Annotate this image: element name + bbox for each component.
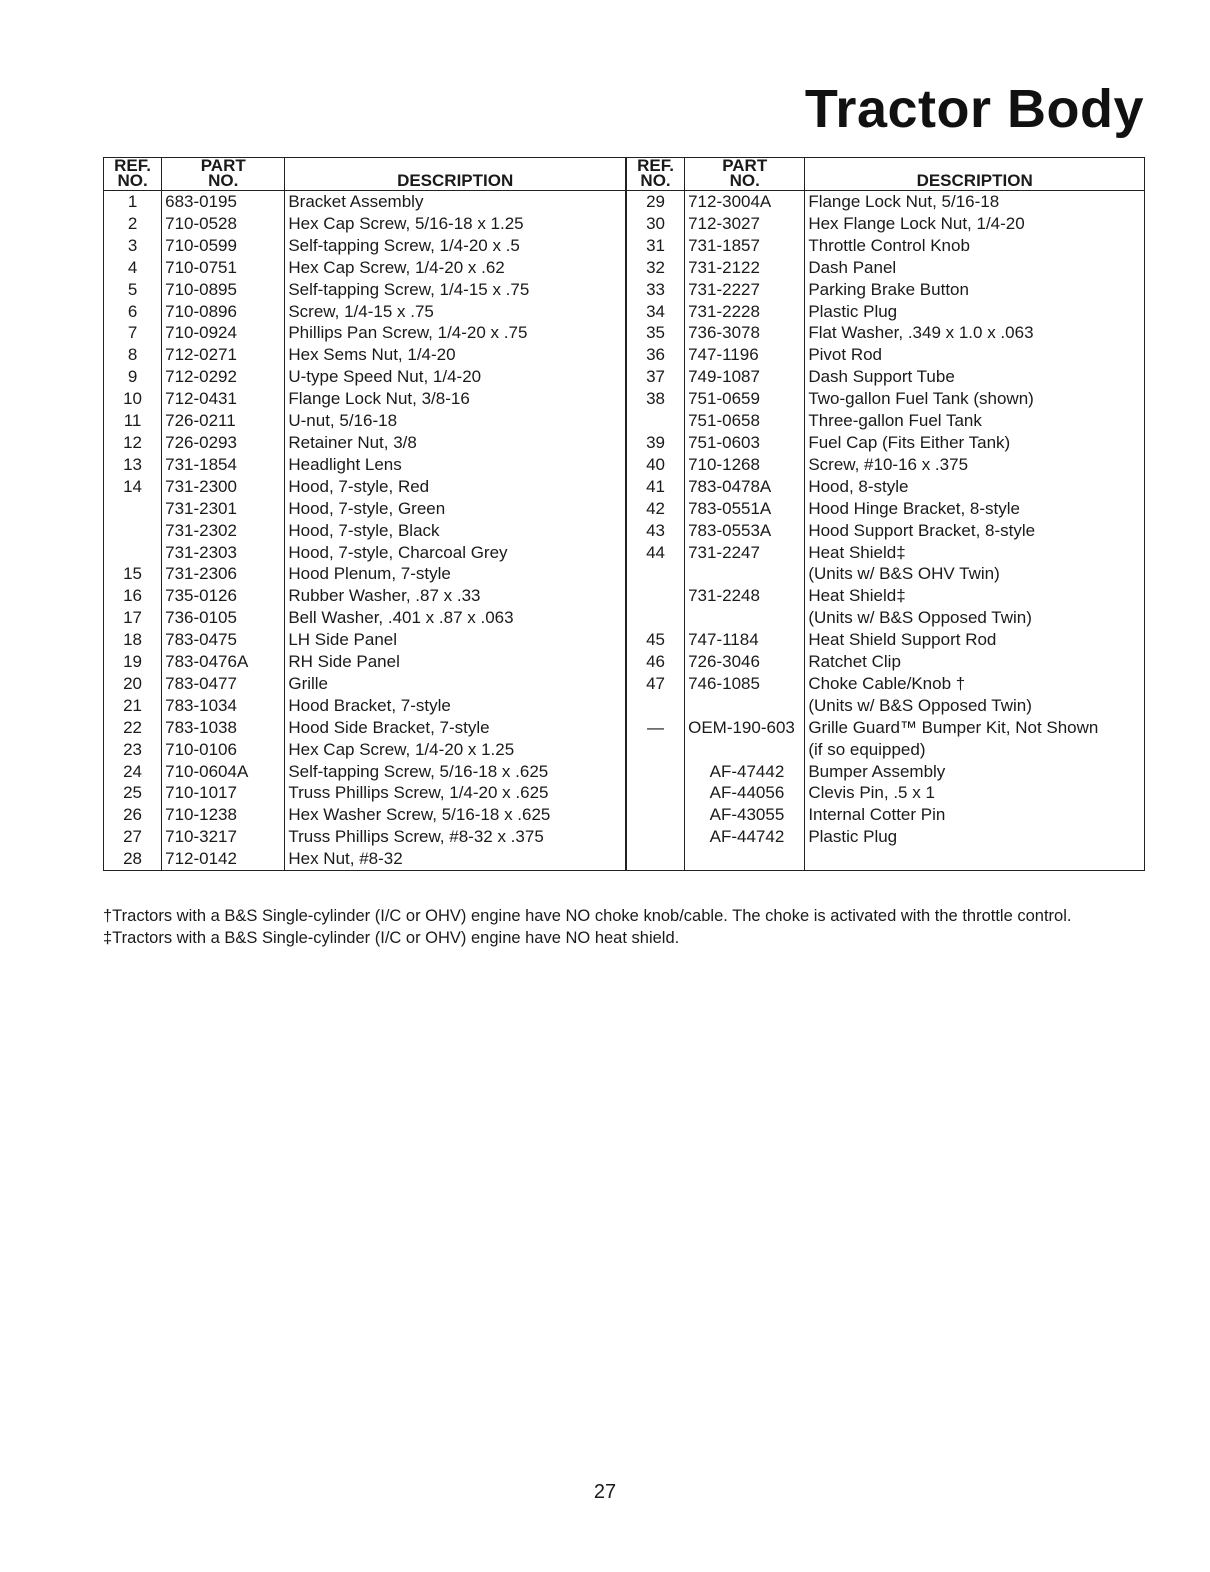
left-part-no-cell: 710-0751 — [162, 257, 285, 279]
right-description-cell: Pivot Rod — [808, 345, 883, 365]
table-header — [104, 158, 1145, 191]
table-row — [104, 695, 1145, 717]
left-description-cell: U-nut, 5/16-18 — [285, 410, 626, 432]
right-ref-no-cell — [626, 563, 685, 585]
header-part-no-right — [685, 158, 805, 191]
left-ref-no-cell: 10 — [104, 388, 162, 410]
right-part-no-cell: 783-0551A — [685, 498, 805, 520]
left-part-no-cell: 710-0896 — [162, 301, 285, 323]
page-title: Tractor Body — [804, 79, 1144, 139]
left-ref-no-cell: 8 — [104, 344, 162, 366]
right-ref-no-cell — [626, 804, 685, 826]
left-description-cell: Hex Cap Screw, 5/16-18 x 1.25 — [285, 213, 626, 235]
left-part-no-cell: 731-2303 — [162, 542, 285, 564]
left-part-no-cell: 683-0195 — [162, 191, 285, 213]
left-ref-no-cell — [104, 520, 162, 542]
right-ref-no-cell: 46 — [626, 651, 685, 673]
left-description-cell: Hood, 7-style, Charcoal Grey — [285, 542, 626, 564]
left-ref-no-cell: 15 — [104, 563, 162, 585]
left-part-no-cell: 731-1854 — [162, 454, 285, 476]
right-description-cell: Heat Shield Support Rod — [808, 630, 997, 650]
right-ref-no-cell: 39 — [626, 432, 685, 454]
right-description-cell: Hood, 8-style — [808, 476, 909, 496]
right-description-cell: Bumper Assembly — [808, 761, 946, 781]
table-row — [104, 432, 1145, 454]
right-ref-no-cell — [626, 585, 685, 607]
left-ref-no-cell: 11 — [104, 410, 162, 432]
table-row — [104, 213, 1145, 235]
footnote-choke: †Tractors with a B&S Single-cylinder (I/C or OHV) engine have NO choke knob/cable. The choke is activated with the throttle control. — [103, 907, 1072, 925]
right-description-cell: Three-gallon Fuel Tank — [808, 411, 982, 431]
left-ref-no-cell: 12 — [104, 432, 162, 454]
right-description-cell: Plastic Plug — [808, 301, 898, 321]
right-description-cell: (if so equipped) — [808, 739, 926, 759]
table-row — [104, 585, 1145, 607]
left-description-cell: Hood, 7-style, Red — [285, 476, 626, 498]
header-part-label-right: PART — [722, 156, 768, 175]
left-ref-no-cell: 13 — [104, 454, 162, 476]
right-description-cell: Heat Shield‡ — [808, 586, 906, 606]
left-description-cell: Truss Phillips Screw, #8-32 x .375 — [285, 826, 626, 848]
right-ref-no-cell — [626, 695, 685, 717]
left-part-no-cell: 710-0604A — [162, 761, 285, 783]
right-part-no-cell: 712-3027 — [685, 213, 805, 235]
header-ref-no-label-right: NO. — [640, 171, 671, 190]
left-description-cell: LH Side Panel — [285, 629, 626, 651]
right-ref-no-cell: — — [626, 717, 685, 739]
right-ref-no-cell: 29 — [626, 191, 685, 213]
left-description-cell: Hex Cap Screw, 1/4-20 x .62 — [285, 257, 626, 279]
right-description-cell: Grille Guard™ Bumper Kit, Not Shown — [808, 717, 1099, 737]
left-ref-no-cell: 20 — [104, 673, 162, 695]
table-row — [104, 651, 1145, 673]
header-description: DESCRIPTION — [285, 158, 626, 191]
table-body — [104, 191, 1145, 871]
table-row — [104, 235, 1145, 257]
parts-table — [103, 157, 1145, 871]
table-row — [104, 542, 1145, 564]
left-description-cell: Screw, 1/4-15 x .75 — [285, 301, 626, 323]
right-ref-no-cell: 32 — [626, 257, 685, 279]
table-row — [104, 344, 1145, 366]
footnote-heat-shield: ‡Tractors with a B&S Single-cylinder (I/C or OHV) engine have NO heat shield. — [103, 929, 680, 947]
right-part-no-cell: 749-1087 — [685, 366, 805, 388]
right-part-no-cell — [685, 563, 805, 585]
right-ref-no-cell: 37 — [626, 366, 685, 388]
table-header-row — [104, 158, 1145, 191]
table-row — [104, 410, 1145, 432]
left-description-cell: Rubber Washer, .87 x .33 — [285, 585, 626, 607]
right-description-cell: Hood Support Bracket, 8-style — [808, 520, 1036, 540]
right-description-cell: Throttle Control Knob — [808, 235, 970, 255]
left-part-no-cell: 726-0211 — [162, 410, 285, 432]
left-ref-no-cell: 25 — [104, 782, 162, 804]
left-description-cell: Bracket Assembly — [285, 191, 626, 213]
left-description-cell: Hex Nut, #8-32 — [285, 848, 626, 870]
left-ref-no-cell: 4 — [104, 257, 162, 279]
left-description-cell: Hood Plenum, 7-style — [285, 563, 626, 585]
right-ref-no-cell: 31 — [626, 235, 685, 257]
right-ref-no-cell: 34 — [626, 301, 685, 323]
left-description-cell: Self-tapping Screw, 1/4-20 x .5 — [285, 235, 626, 257]
table-row — [104, 804, 1145, 826]
left-ref-no-cell: 18 — [104, 629, 162, 651]
table-row — [104, 520, 1145, 542]
right-part-no-cell: AF-44056 — [685, 782, 805, 804]
left-part-no-cell: 726-0293 — [162, 432, 285, 454]
left-description-cell: Hex Cap Screw, 1/4-20 x 1.25 — [285, 739, 626, 761]
table-row — [104, 848, 1145, 870]
table-row — [104, 279, 1145, 301]
right-part-no-cell: 747-1196 — [685, 344, 805, 366]
left-description-cell: Hood, 7-style, Black — [285, 520, 626, 542]
right-ref-no-cell — [626, 739, 685, 761]
right-description-cell: Plastic Plug — [808, 827, 898, 847]
left-ref-no-cell: 7 — [104, 322, 162, 344]
left-ref-no-cell: 26 — [104, 804, 162, 826]
right-description-cell: Ratchet Clip — [808, 652, 901, 672]
right-part-no-cell: AF-43055 — [685, 804, 805, 826]
left-description-cell: Truss Phillips Screw, 1/4-20 x .625 — [285, 782, 626, 804]
right-ref-no-cell — [626, 782, 685, 804]
left-part-no-cell: 710-3217 — [162, 826, 285, 848]
right-description-cell: Dash Support Tube — [808, 367, 955, 387]
left-description-cell: Self-tapping Screw, 1/4-15 x .75 — [285, 279, 626, 301]
left-part-no-cell: 736-0105 — [162, 607, 285, 629]
right-ref-no-cell: 47 — [626, 673, 685, 695]
table-row — [104, 717, 1145, 739]
left-part-no-cell: 710-1238 — [162, 804, 285, 826]
right-part-no-cell: 751-0603 — [685, 432, 805, 454]
header-part-no-label: NO. — [208, 171, 239, 190]
header-description-right: DESCRIPTION — [805, 158, 1145, 191]
left-part-no-cell: 731-2302 — [162, 520, 285, 542]
left-description-cell: U-type Speed Nut, 1/4-20 — [285, 366, 626, 388]
right-ref-no-cell: 36 — [626, 344, 685, 366]
left-ref-no-cell: 22 — [104, 717, 162, 739]
right-part-no-cell: 751-0659 — [685, 388, 805, 410]
right-part-no-cell: 712-3004A — [685, 191, 805, 213]
left-part-no-cell: 731-2301 — [162, 498, 285, 520]
left-ref-no-cell: 2 — [104, 213, 162, 235]
table-row — [104, 826, 1145, 848]
left-description-cell: Hood Bracket, 7-style — [285, 695, 626, 717]
left-ref-no-cell: 17 — [104, 607, 162, 629]
right-part-no-cell — [685, 739, 805, 761]
right-ref-no-cell — [626, 848, 685, 870]
left-part-no-cell: 735-0126 — [162, 585, 285, 607]
left-part-no-cell: 783-1034 — [162, 695, 285, 717]
left-description-cell: Flange Lock Nut, 3/8-16 — [285, 388, 626, 410]
right-part-no-cell: 731-2227 — [685, 279, 805, 301]
left-ref-no-cell: 5 — [104, 279, 162, 301]
left-ref-no-cell: 16 — [104, 585, 162, 607]
right-description-cell: Fuel Cap (Fits Either Tank) — [808, 432, 1011, 452]
right-description-cell: Two-gallon Fuel Tank (shown) — [808, 389, 1034, 409]
table-row — [104, 498, 1145, 520]
right-ref-no-cell: 33 — [626, 279, 685, 301]
table-row — [104, 301, 1145, 323]
right-part-no-cell: 783-0553A — [685, 520, 805, 542]
table-row — [104, 782, 1145, 804]
left-description-cell: Retainer Nut, 3/8 — [285, 432, 626, 454]
right-ref-no-cell: 42 — [626, 498, 685, 520]
left-ref-no-cell: 27 — [104, 826, 162, 848]
right-description-cell: Screw, #10-16 x .375 — [808, 454, 969, 474]
left-description-cell: Grille — [285, 673, 626, 695]
left-part-no-cell: 712-0142 — [162, 848, 285, 870]
left-part-no-cell: 710-0106 — [162, 739, 285, 761]
left-description-cell: RH Side Panel — [285, 651, 626, 673]
right-part-no-cell — [685, 695, 805, 717]
left-description-cell: Bell Washer, .401 x .87 x .063 — [285, 607, 626, 629]
table-row — [104, 388, 1145, 410]
left-part-no-cell: 731-2306 — [162, 563, 285, 585]
table-row — [104, 476, 1145, 498]
right-part-no-cell: 731-1857 — [685, 235, 805, 257]
right-description-cell: Flange Lock Nut, 5/16-18 — [808, 192, 1000, 211]
right-description-cell: Flat Washer, .349 x 1.0 x .063 — [808, 323, 1034, 343]
table-row — [104, 366, 1145, 388]
left-ref-no-cell: 3 — [104, 235, 162, 257]
right-part-no-cell — [685, 848, 805, 870]
right-description-cell — [805, 848, 1145, 870]
left-part-no-cell: 712-0431 — [162, 388, 285, 410]
header-ref-no-label: NO. — [117, 171, 148, 190]
right-ref-no-cell: 45 — [626, 629, 685, 651]
right-part-no-cell: 726-3046 — [685, 651, 805, 673]
left-description-cell: Hex Sems Nut, 1/4-20 — [285, 344, 626, 366]
right-part-no-cell: 783-0478A — [685, 476, 805, 498]
left-part-no-cell: 710-0924 — [162, 322, 285, 344]
right-description-cell: Dash Panel — [808, 257, 897, 277]
left-ref-no-cell: 24 — [104, 761, 162, 783]
table-row — [104, 629, 1145, 651]
table-row — [104, 607, 1145, 629]
header-part-no — [162, 158, 285, 191]
left-part-no-cell: 712-0271 — [162, 344, 285, 366]
right-part-no-cell: 736-3078 — [685, 322, 805, 344]
left-ref-no-cell: 14 — [104, 476, 162, 498]
left-ref-no-cell — [104, 498, 162, 520]
right-description-cell: Internal Cotter Pin — [808, 805, 946, 825]
left-part-no-cell: 783-0477 — [162, 673, 285, 695]
right-part-no-cell: OEM-190-603 — [685, 717, 805, 739]
left-part-no-cell: 783-0475 — [162, 629, 285, 651]
table-row — [104, 673, 1145, 695]
left-description-cell: Hood Side Bracket, 7-style — [285, 717, 626, 739]
left-ref-no-cell: 1 — [104, 191, 162, 213]
right-part-no-cell: 747-1184 — [685, 629, 805, 651]
right-ref-no-cell: 30 — [626, 213, 685, 235]
table-row — [104, 454, 1145, 476]
left-ref-no-cell: 23 — [104, 739, 162, 761]
left-description-cell: Headlight Lens — [285, 454, 626, 476]
right-description-cell: Hood Hinge Bracket, 8-style — [808, 498, 1020, 518]
left-part-no-cell: 712-0292 — [162, 366, 285, 388]
left-part-no-cell: 783-0476A — [162, 651, 285, 673]
right-ref-no-cell: 43 — [626, 520, 685, 542]
left-ref-no-cell: 6 — [104, 301, 162, 323]
left-part-no-cell: 731-2300 — [162, 476, 285, 498]
header-part-label: PART — [200, 156, 246, 175]
right-ref-no-cell: 35 — [626, 322, 685, 344]
header-ref-label-right: REF. — [637, 156, 674, 175]
right-part-no-cell: 731-2248 — [685, 585, 805, 607]
left-description-cell: Phillips Pan Screw, 1/4-20 x .75 — [285, 322, 626, 344]
right-ref-no-cell: 40 — [626, 454, 685, 476]
right-description-cell: Clevis Pin, .5 x 1 — [808, 783, 935, 803]
table-row — [104, 563, 1145, 585]
left-description-cell: Self-tapping Screw, 5/16-18 x .625 — [285, 761, 626, 783]
left-description-cell: Hood, 7-style, Green — [285, 498, 626, 520]
table-row — [104, 322, 1145, 344]
right-ref-no-cell — [626, 761, 685, 783]
right-ref-no-cell: 41 — [626, 476, 685, 498]
header-ref-no — [104, 158, 162, 191]
header-ref-label: REF. — [114, 156, 151, 175]
left-ref-no-cell: 9 — [104, 366, 162, 388]
right-ref-no-cell: 44 — [626, 542, 685, 564]
right-part-no-cell: AF-47442 — [685, 761, 805, 783]
right-part-no-cell: 751-0658 — [685, 410, 805, 432]
left-part-no-cell: 710-0528 — [162, 213, 285, 235]
left-description-cell: Hex Washer Screw, 5/16-18 x .625 — [285, 804, 626, 826]
header-ref-no-right — [626, 158, 685, 191]
right-ref-no-cell — [626, 607, 685, 629]
header-part-no-label-right: NO. — [729, 171, 760, 190]
right-description-cell: (Units w/ B&S OHV Twin) — [808, 564, 1000, 584]
right-description-cell: Hex Flange Lock Nut, 1/4-20 — [808, 213, 1025, 233]
right-part-no-cell: 710-1268 — [685, 454, 805, 476]
right-part-no-cell: 746-1085 — [685, 673, 805, 695]
table-row — [104, 761, 1145, 783]
right-ref-no-cell — [626, 826, 685, 848]
table-row — [104, 739, 1145, 761]
page-number: 27 — [593, 1481, 617, 1503]
left-part-no-cell: 710-1017 — [162, 782, 285, 804]
right-description-cell: (Units w/ B&S Opposed Twin) — [808, 608, 1032, 628]
left-part-no-cell: 710-0895 — [162, 279, 285, 301]
left-part-no-cell: 710-0599 — [162, 235, 285, 257]
table-row — [104, 257, 1145, 279]
right-part-no-cell: AF-44742 — [685, 826, 805, 848]
right-description-cell: Parking Brake Button — [808, 279, 969, 299]
right-description-cell: (Units w/ B&S Opposed Twin) — [808, 695, 1032, 715]
right-description-cell: Choke Cable/Knob † — [808, 673, 966, 693]
right-ref-no-cell — [626, 410, 685, 432]
left-ref-no-cell: 19 — [104, 651, 162, 673]
right-part-no-cell: 731-2247 — [685, 542, 805, 564]
left-ref-no-cell: 28 — [104, 848, 162, 870]
left-ref-no-cell — [104, 542, 162, 564]
table-row — [104, 191, 1145, 213]
left-part-no-cell: 783-1038 — [162, 717, 285, 739]
left-ref-no-cell: 21 — [104, 695, 162, 717]
right-part-no-cell: 731-2228 — [685, 301, 805, 323]
right-part-no-cell: 731-2122 — [685, 257, 805, 279]
footnotes — [103, 905, 1173, 949]
right-description-cell: Heat Shield‡ — [808, 542, 906, 562]
right-part-no-cell — [685, 607, 805, 629]
right-ref-no-cell: 38 — [626, 388, 685, 410]
